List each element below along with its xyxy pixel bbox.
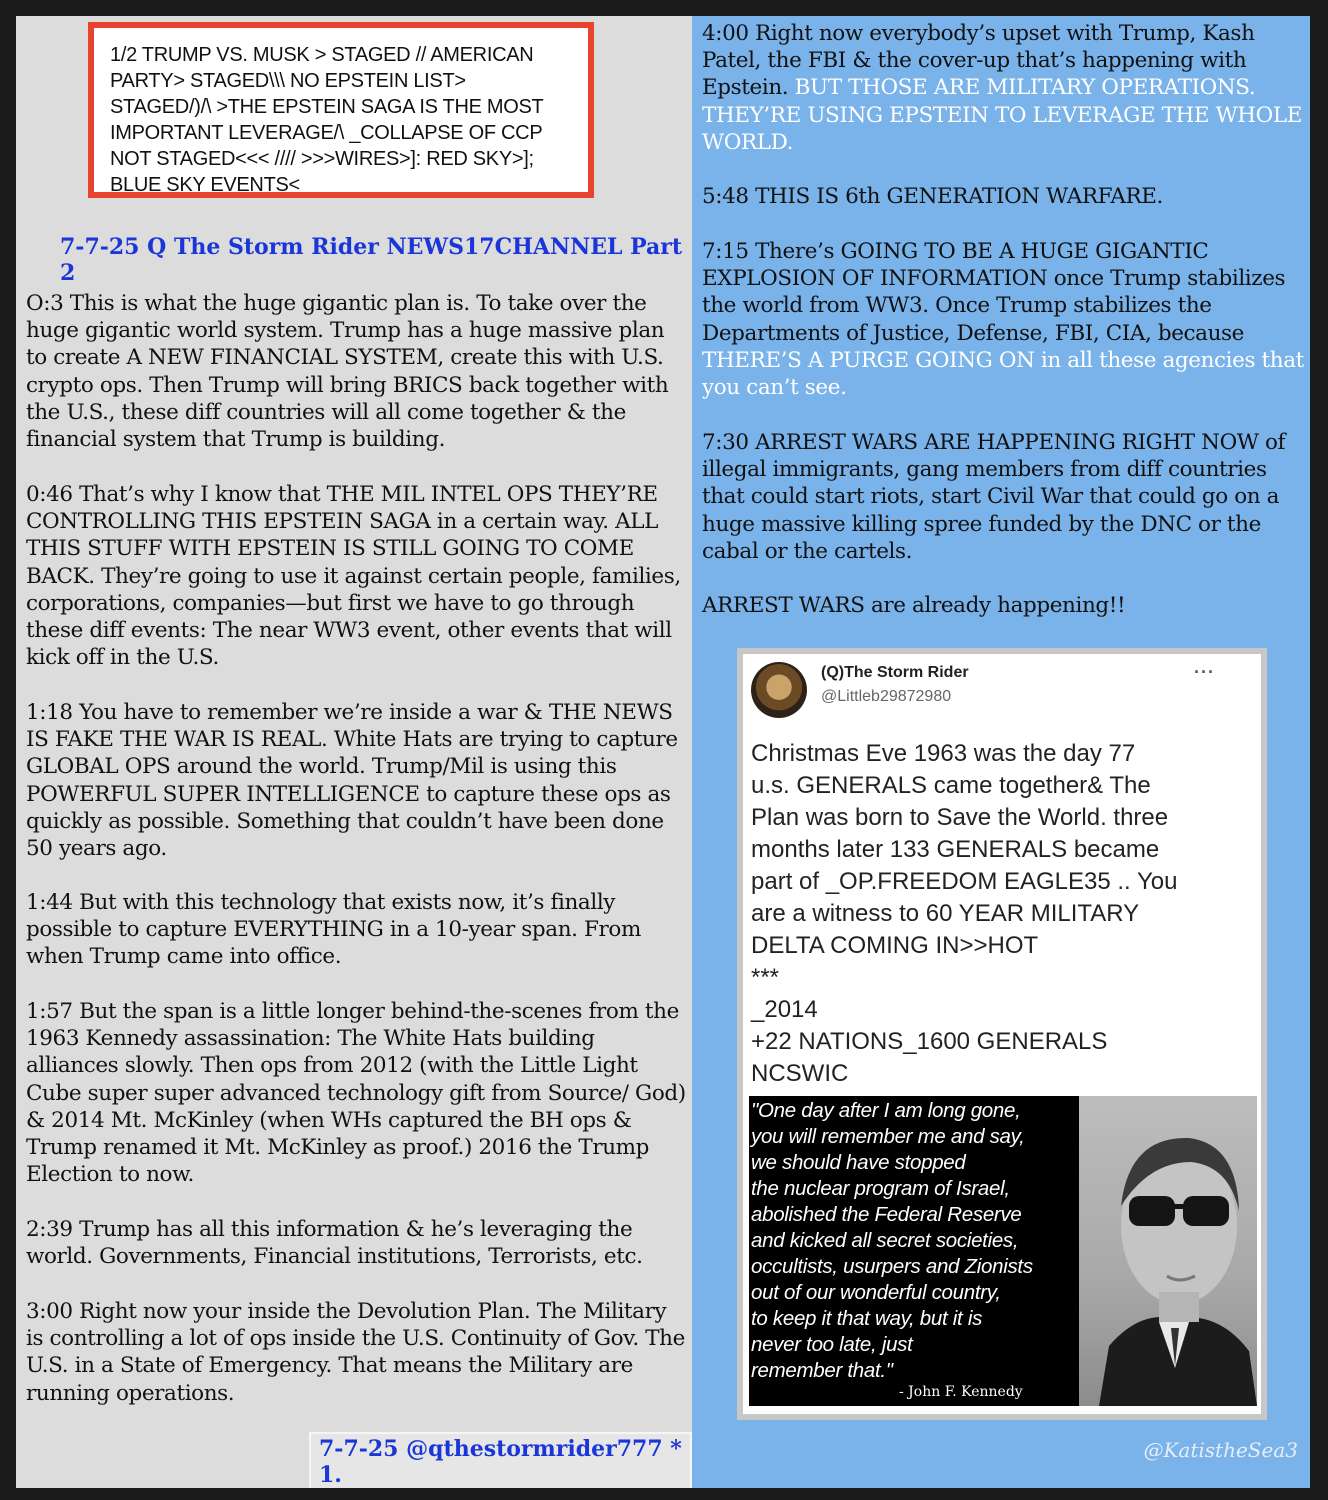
quote-attribution: - John F. Kennedy [899, 1384, 1023, 1400]
quote-line: never too late, just [751, 1333, 913, 1356]
tweet-line: _2014 [751, 996, 818, 1023]
quote-image [749, 1096, 1257, 1406]
paragraph-4-00 [702, 20, 1306, 156]
quote-line: remember that." [751, 1359, 893, 1382]
paragraph-0-03: O:3 This is what the huge gigantic plan is. To take over the huge gigantic world system. Trump has a huge massive plan to create A NEW FINANCIAL SYSTEM, create this with U.S. crypto ops. Then Trump will bring BRICS back together with the U.S., these diff countries will all come together & the financial system that Trump is building. [26, 291, 669, 453]
quote-line: we should have stopped [751, 1151, 966, 1174]
left-column [16, 16, 692, 1488]
paragraph-7-15 [702, 238, 1306, 401]
header-line: BLUE SKY EVENTS< [110, 174, 300, 196]
header-line: IMPORTANT LEVERAGE/\ _COLLAPSE OF CCP [110, 122, 543, 144]
header-box [88, 22, 594, 198]
quote-line: and kicked all secret societies, [751, 1229, 1019, 1252]
header-line: 1/2 TRUMP VS. MUSK > STAGED // AMERICAN [110, 44, 534, 66]
tweet-line: Plan was born to Save the World. three [751, 804, 1169, 831]
paragraph-1-57: 1:57 But the span is a little longer behind-the-scenes from the 1963 Kennedy assassination: The White Hats building alliances slowly. Then ops from 2012 (with the Little Light Cube super super advanced technology gift from Source/ God) & 2014 Mt. McKinley (when WHs captured the BH ops & Trump renamed it Mt. McKinley as proof.) 2016 the Trump Election to now. [26, 999, 686, 1188]
left-subtitle: 7-7-25 Q The Storm Rider NEWS17CHANNEL Part 2 [60, 234, 683, 286]
tweet-line: NCSWIC [751, 1060, 849, 1087]
text-dark: 7:15 There’s GOING TO BE A HUGE GIGANTIC EXPLOSION OF INFORMATION once Trump stabilizes the world from WW3. Once Trump stabilizes the Departments of Justice, Defense, FBI, CIA, because [702, 239, 1286, 346]
paragraph-3-00: 3:00 Right now your inside the Devolution Plan. The Military is controlling a lot of ops inside the U.S. Continuity of Gov. The U.S. in a State of Emergency. That means the Military are running operations. [26, 1299, 685, 1406]
tweet-card [737, 648, 1267, 1420]
tweet-author-name: (Q)The Storm Rider [821, 664, 969, 681]
paragraph-7-30: 7:30 ARREST WARS ARE HAPPENING RIGHT NOW of illegal immigrants, gang members from diff countries that could start riots, start Civil War that could go on a huge massive killing spree funded by the DNC or the cabal or the cartels. [702, 430, 1286, 564]
tweet-line: Christmas Eve 1963 was the day 77 [751, 740, 1136, 767]
tweet-line: part of _OP.FREEDOM EAGLE35 .. You [751, 868, 1178, 895]
text-highlight: THERE’S A PURGE GOING ON in all these agencies that you can’t see. [702, 347, 1304, 401]
more-options-icon[interactable]: ··· [1194, 662, 1215, 682]
tweet-author-handle: @Littleb29872980 [821, 688, 952, 705]
tweet-line: DELTA COMING IN>>HOT [751, 932, 1039, 959]
quote-line: occultists, usurpers and Zionists [751, 1255, 1033, 1278]
text-dark: 4:00 Right now everybody’s upset with Trump, Kash Patel, the FBI & the cover-up that’s happening with Epstein. [702, 21, 1255, 101]
quote-line: to keep it that way, but it is [751, 1307, 983, 1330]
paragraph-5-48: 5:48 THIS IS 6th GENERATION WARFARE. [702, 184, 1163, 209]
header-line: PARTY> STAGED\\\ NO EPSTEIN LIST> [110, 70, 466, 92]
portrait-photo [1079, 1096, 1257, 1406]
quote-line: the nuclear program of Israel, [751, 1177, 1010, 1200]
tweet-line: are a witness to 60 YEAR MILITARY [751, 900, 1140, 927]
tweet-body [751, 738, 1251, 1090]
quote-line: abolished the Federal Reserve [751, 1203, 1022, 1226]
quote-line: "One day after I am long gone, [751, 1099, 1021, 1122]
paragraph-1-18: 1:18 You have to remember we’re inside a war & THE NEWS IS FAKE THE WAR IS REAL. White Hats are trying to capture GLOBAL OPS around the world. Trump/Mil is using this POWERFUL SUPER INTELLIGENCE to capture these ops as quickly as possible. Something that couldn’t have been done 50 years ago. [26, 700, 678, 862]
tweet-line: +22 NATIONS_1600 GENERALS [751, 1028, 1108, 1055]
source-tag: 7-7-25 @qthestormrider777 * 1. [309, 1432, 692, 1488]
paragraph-2-39: 2:39 Trump has all this information & he’s leveraging the world. Governments, Financial institutions, Terrorists, etc. [26, 1217, 643, 1270]
right-column [692, 16, 1310, 1488]
header-line: NOT STAGED<<< //// >>>WIRES>]: RED SKY>]; [110, 148, 534, 170]
text-highlight: BUT THOSE ARE MILITARY OPERATIONS. THEY’RE USING EPSTEIN TO LEVERAGE THE WHOLE WORLD. [702, 75, 1303, 155]
quote-line: out of our wonderful country, [751, 1281, 1001, 1304]
tweet-line: *** [751, 964, 780, 991]
tweet-line: u.s. GENERALS came together& The [751, 772, 1151, 799]
infographic-frame [16, 16, 1310, 1488]
header-line: STAGED/)/\ >THE EPSTEIN SAGA IS THE MOST [110, 96, 544, 118]
portrait-illustration [1079, 1096, 1257, 1406]
quote-text [751, 1098, 1081, 1384]
tweet-line: months later 133 GENERALS became [751, 836, 1160, 863]
avatar [751, 662, 807, 718]
paragraph-0-46: 0:46 That’s why I know that THE MIL INTEL OPS THEY’RE CONTROLLING THIS EPSTEIN SAGA in a certain way. ALL THIS STUFF WITH EPSTEIN IS STILL GOING TO COME BACK. They’re going to use it against certain people, families, corporations, companies—but first we have to go through these diff events: The near WW3 event, other events that will kick off in the U.S. [26, 482, 681, 671]
watermark-signature: @KatistheSea3 [1143, 1438, 1298, 1462]
quote-line: you will remember me and say, [751, 1125, 1025, 1148]
paragraph-arrest-wars: ARREST WARS are already happening!! [702, 593, 1126, 618]
paragraph-1-44: 1:44 But with this technology that exists now, it’s finally possible to capture EVERYTHING in a 10-year span. From when Trump came into office. [26, 890, 641, 970]
